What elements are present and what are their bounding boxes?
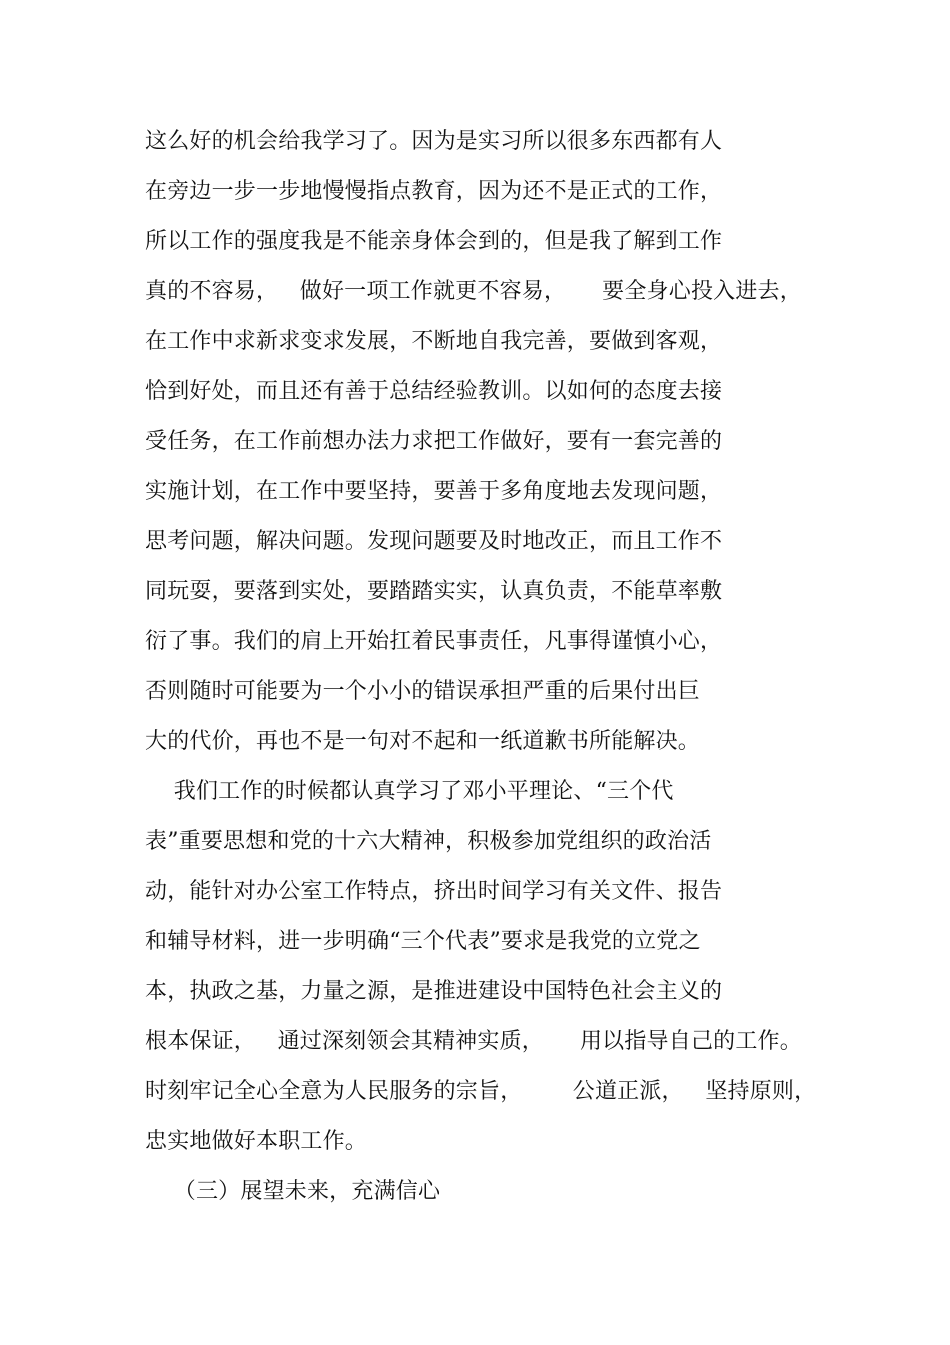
body-text-line: 和辅导材料，进一步明确“三个代表”要求是我党的立党之 (145, 929, 701, 954)
body-text-line: 思考问题，解决问题。发现问题要及时地改正，而且工作不 (145, 529, 723, 554)
body-text-line: 在旁边一步一步地慢慢指点教育，因为还不是正式的工作， (145, 179, 723, 204)
body-text-line: 根本保证， 通过深刻领会其精神实质， 用以指导自己的工作。 (145, 1029, 802, 1054)
paragraph-start-line: 我们工作的时候都认真学习了邓小平理论、“三个代 (145, 779, 674, 804)
body-text-line: 这么好的机会给我学习了。因为是实习所以很多东西都有人 (145, 129, 723, 154)
body-text-line: 本，执政之基，力量之源，是推进建设中国特色社会主义的 (145, 979, 723, 1004)
body-text-line: 衍了事。我们的肩上开始扛着民事责任，凡事得谨慎小心， (145, 629, 723, 654)
body-text-line: 真的不容易， 做好一项工作就更不容易， 要全身心投入进去， (145, 279, 802, 304)
section-heading: （三）展望未来，充满信心 (145, 1179, 441, 1204)
body-text-line: 恰到好处，而且还有善于总结经验教训。以如何的态度去接 (145, 379, 723, 404)
body-text-line: 所以工作的强度我是不能亲身体会到的，但是我了解到工作 (145, 229, 723, 254)
body-text-line: 同玩耍，要落到实处，要踏踏实实，认真负责，不能草率敷 (145, 579, 723, 604)
body-text-line: 大的代价，再也不是一句对不起和一纸道歉书所能解决。 (145, 729, 701, 754)
body-text-line: 动，能针对办公室工作特点，挤出时间学习有关文件、报告 (145, 879, 723, 904)
body-text-line: 忠实地做好本职工作。 (145, 1129, 368, 1154)
body-text-line: 表”重要思想和党的十六大精神，积极参加党组织的政治活 (145, 829, 712, 854)
body-text-line: 受任务，在工作前想办法力求把工作做好，要有一套完善的 (145, 429, 723, 454)
body-text-line: 时刻牢记全心全意为人民服务的宗旨， 公道正派， 坚持原则， (145, 1079, 817, 1104)
body-text-line: 在工作中求新求变求发展，不断地自我完善，要做到客观， (145, 329, 723, 354)
body-text-line: 实施计划，在工作中要坚持，要善于多角度地去发现问题， (145, 479, 723, 504)
body-text-line: 否则随时可能要为一个小小的错误承担严重的后果付出巨 (145, 679, 701, 704)
